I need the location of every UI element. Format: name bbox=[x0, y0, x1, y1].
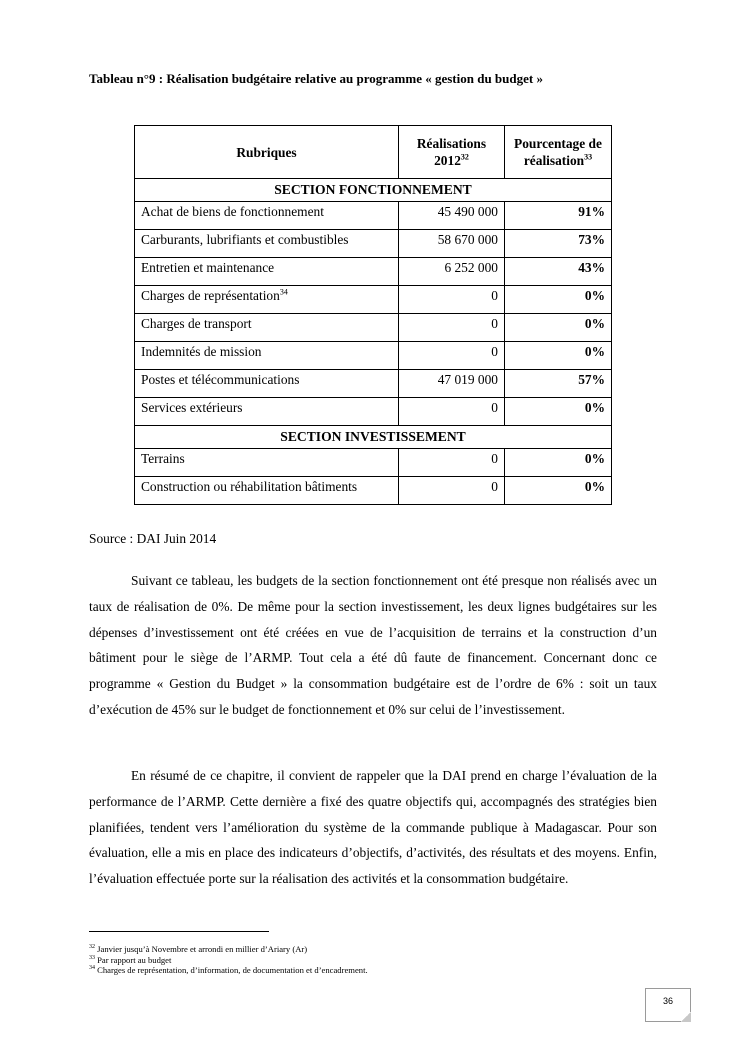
table-row bbox=[135, 449, 612, 477]
row-amount: 47 019 000 bbox=[399, 370, 505, 398]
table-row bbox=[135, 370, 612, 398]
row-percentage: 73% bbox=[505, 230, 612, 258]
footnote-number: 34 bbox=[89, 965, 95, 972]
budget-table bbox=[134, 125, 612, 505]
row-amount: 6 252 000 bbox=[399, 258, 505, 286]
section-investissement-row bbox=[135, 426, 612, 449]
table-header-row bbox=[135, 126, 612, 179]
fonctionnement-rows bbox=[135, 202, 612, 426]
footnote-text: Charges de représentation, d’information, de documentation et d’encadrement. bbox=[97, 965, 368, 975]
section-fonctionnement-title: SECTION FONCTIONNEMENT bbox=[135, 179, 612, 202]
table-row bbox=[135, 477, 612, 505]
footnote-ref: 33 bbox=[584, 152, 593, 162]
footnote-text: Janvier jusqu’à Novembre et arrondi en millier d’Ariary (Ar) bbox=[97, 944, 308, 954]
footnote-text: Par rapport au budget bbox=[97, 954, 172, 965]
page-number-box bbox=[645, 988, 691, 1022]
page-number: 36 bbox=[662, 996, 673, 1006]
row-label: Indemnités de mission bbox=[135, 342, 399, 370]
row-amount: 58 670 000 bbox=[399, 230, 505, 258]
header-pourcentage: Pourcentage de réalisation$^{33}$ bbox=[505, 126, 612, 179]
paragraph-summary: En résumé de ce chapitre, il convient de rappeler que la DAI prend en charge l’évaluation de la performance de l’ARMP. Cette dernière a fixé des quatre objectifs qui, accompagnés des stratégies bien planifiées, tendent vers l’amélioration du système de la commande publique à Madagascar. Pour son évaluation, elle a mis en place des indicateurs d’objectifs, d’activités, des résultats et des moyens. Enfin, l’évaluation effectuée porte sur la réalisation des activités et la consommation budgétaire. bbox=[89, 768, 657, 887]
section-fonctionnement-row bbox=[135, 179, 612, 202]
table-row bbox=[135, 286, 612, 314]
paragraph-analysis: Suivant ce tableau, les budgets de la section fonctionnement ont été presque non réalisés avec un taux de réalisation de 0%. De même pour la section investissement, les deux lignes budgétaires sur les dépenses d’investissement ont été créées en vue de l’acquisition de terrains et la construction d’un bâtiment pour le siège de l’ARMP. Tout cela a été dû faute de financement. Concernant donc ce programme « Gestion du Budget » la consommation budgétaire est de l’ordre de 6% : soit un taux d’exécution de 45% sur le budget de fonctionnement et 0% sur celui de l’investissement. bbox=[89, 573, 657, 717]
row-amount: 0 bbox=[399, 286, 505, 314]
row-percentage: 0% bbox=[505, 449, 612, 477]
footnote-ref: 32 bbox=[460, 152, 469, 162]
table-row bbox=[135, 202, 612, 230]
row-percentage: 0% bbox=[505, 286, 612, 314]
table-row bbox=[135, 258, 612, 286]
footnote-separator bbox=[89, 931, 269, 932]
row-amount: 0 bbox=[399, 342, 505, 370]
footnote-item bbox=[89, 965, 368, 976]
row-label: Terrains bbox=[135, 449, 399, 477]
row-percentage: 43% bbox=[505, 258, 612, 286]
footnote-ref: 34 bbox=[279, 287, 288, 297]
footnote-number: 32 bbox=[89, 944, 95, 951]
row-amount: 0 bbox=[399, 398, 505, 426]
row-label: Entretien et maintenance bbox=[135, 258, 399, 286]
footnote-item bbox=[89, 944, 368, 955]
footnote-number: 33 bbox=[89, 954, 95, 961]
header-rubriques: Rubriques bbox=[135, 126, 399, 179]
table-row bbox=[135, 230, 612, 258]
row-label: Achat de biens de fonctionnement bbox=[135, 202, 399, 230]
row-label: Construction ou réhabilitation bâtiments bbox=[135, 477, 399, 505]
source-note: Source : DAI Juin 2014 bbox=[89, 531, 217, 546]
table-row bbox=[135, 342, 612, 370]
row-label: Charges de transport bbox=[135, 314, 399, 342]
row-label: Carburants, lubrifiants et combustibles bbox=[135, 230, 399, 258]
investissement-rows bbox=[135, 449, 612, 505]
footnotes bbox=[89, 944, 368, 976]
row-amount: 0 bbox=[399, 314, 505, 342]
table-row bbox=[135, 398, 612, 426]
row-percentage: 91% bbox=[505, 202, 612, 230]
row-percentage: 0% bbox=[505, 314, 612, 342]
table-row bbox=[135, 314, 612, 342]
row-percentage: 0% bbox=[505, 398, 612, 426]
row-amount: 0 bbox=[399, 449, 505, 477]
row-label: Postes et télécommunications bbox=[135, 370, 399, 398]
row-amount: 45 490 000 bbox=[399, 202, 505, 230]
row-percentage: 0% bbox=[505, 342, 612, 370]
page-curl-icon bbox=[681, 1012, 691, 1022]
row-percentage: 57% bbox=[505, 370, 612, 398]
row-label: Services extérieurs bbox=[135, 398, 399, 426]
row-label: Charges de représentation$^{34}$ bbox=[135, 286, 399, 314]
section-investissement-title: SECTION INVESTISSEMENT bbox=[135, 426, 612, 449]
footnote-item bbox=[89, 955, 368, 966]
row-percentage: 0% bbox=[505, 477, 612, 505]
row-amount: 0 bbox=[399, 477, 505, 505]
header-realisations: Réalisations 2012$^{32}$ bbox=[399, 126, 505, 179]
table-caption: Tableau n°9 : Réalisation budgétaire relative au programme « gestion du budget » bbox=[89, 71, 543, 86]
